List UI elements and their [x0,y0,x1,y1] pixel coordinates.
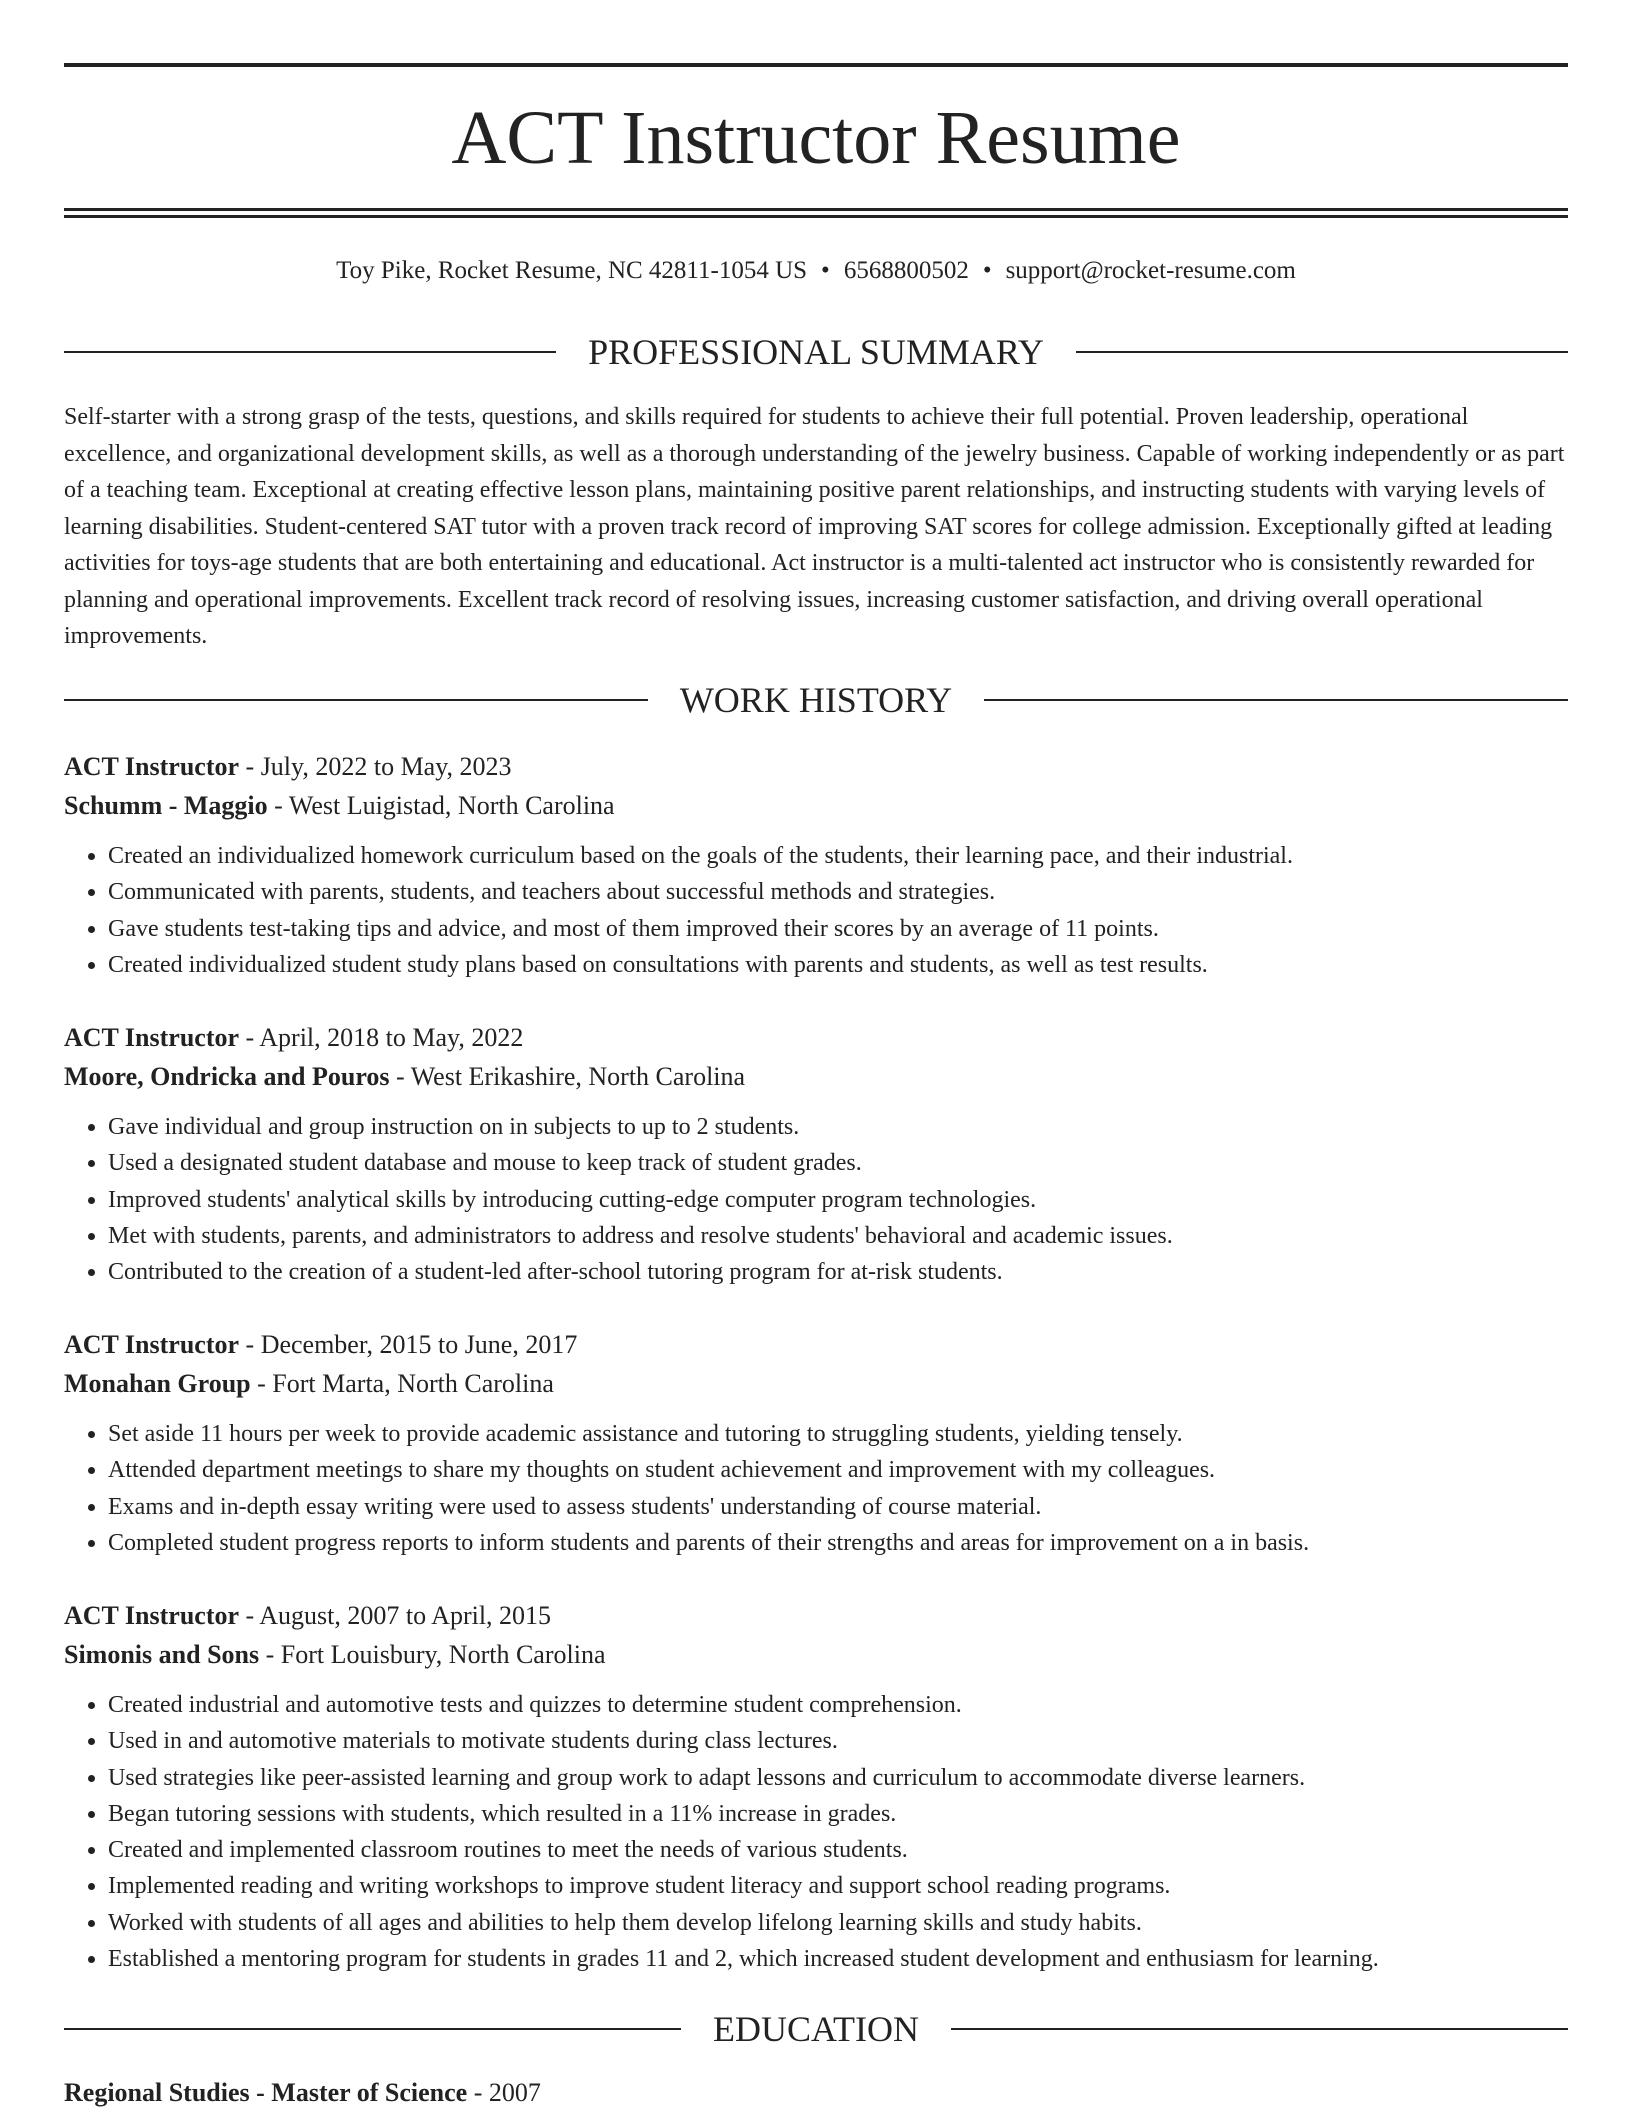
job-bullet: • Used a designated student database and mouse to keep track of student grades. [108,1145,1568,1181]
section-header-education [64,2007,1568,2051]
job-company: Monahan Group [64,1369,251,1398]
job-company-line [64,1364,1568,1403]
job-bullet: • Communicated with parents, students, and teachers about successful methods and strategies. [108,874,1568,910]
job-title: ACT Instructor [64,1330,240,1359]
section-rule-right [1076,351,1568,353]
job-company-line [64,1635,1568,1674]
job-title-line [64,747,1568,786]
contact-separator: • [982,257,992,284]
job-title: ACT Instructor [64,1023,240,1052]
job-company: Simonis and Sons [64,1640,260,1669]
section-rule-right [951,2028,1568,2030]
job-bullet: • Met with students, parents, and administrators to address and resolve students' behavioral and academic issues. [108,1218,1568,1254]
job-bullets [64,1416,1568,1561]
job-bullet: • Gave students test-taking tips and advice, and most of them improved their scores by an average of 11 points. [108,911,1568,947]
section-rule-left [64,351,556,353]
job-bullet: • Used strategies like peer-assisted learning and group work to adapt lessons and curriculum to accommodate diverse learners. [108,1760,1568,1796]
job-entry [64,1018,1568,1290]
job-bullet: • Used in and automotive materials to motivate students during class lectures. [108,1723,1568,1759]
job-dates: - August, 2007 to April, 2015 [239,1601,552,1630]
resume-title: ACT Instructor Resume [451,96,1181,180]
job-dates: - April, 2018 to May, 2022 [239,1023,524,1052]
job-dates: - July, 2022 to May, 2023 [239,752,512,781]
job-bullets [64,838,1568,983]
job-bullet: • Began tutoring sessions with students, which resulted in a 11% increase in grades. [108,1796,1568,1832]
job-location: - Fort Louisbury, North Carolina [259,1640,606,1669]
job-bullet: • Created industrial and automotive tests and quizzes to determine student comprehension. [108,1687,1568,1723]
job-bullet: • Established a mentoring program for students in grades 11 and 2, which increased student development and enthusiasm for learning. [108,1941,1568,1977]
contact-line [64,254,1568,288]
contact-phone: 6568800502 [843,257,969,284]
education-entry [64,2075,1568,2111]
job-location: - West Erikashire, North Carolina [389,1062,746,1091]
job-bullet: • Exams and in-depth essay writing were used to assess students' understanding of course material. [108,1489,1568,1525]
top-rule [64,63,1568,67]
job-bullet: • Improved students' analytical skills by introducing cutting-edge computer program technologies. [108,1182,1568,1218]
summary-text: Self-starter with a strong grasp of the tests, questions, and skills required for students to achieve their full potential. Proven leadership, operational excellence, and organizational development skills, as well as a thorough understanding of the jewelry business. Capable of working independently or as part of a teaching team. Exceptional at creating effective lesson plans, maintaining positive parent relationships, and instructing students with varying levels of learning disabilities. Student-centered SAT tutor with a proven track record of improving SAT scores for college admission. Exceptionally gifted at leading activities for toys-age students that are both entertaining and educational. Act instructor is a multi-talented act instructor who is consistently rewarded for planning and operational improvements. Excellent track record of resolving issues, increasing customer satisfaction, and driving overall operational improvements. [64,404,1565,649]
job-bullet: • Gave individual and group instruction on in subjects to up to 2 students. [108,1109,1568,1145]
job-dates: - December, 2015 to June, 2017 [239,1330,578,1359]
job-title: ACT Instructor [64,752,240,781]
job-company: Schumm - Maggio [64,791,268,820]
contact-separator: • [821,257,830,284]
job-bullet: • Created individualized student study plans based on consultations with parents and students, as well as test results. [108,947,1568,983]
education-degree: Regional Studies - Master of Science [64,2078,468,2107]
title-double-rule [64,208,1568,218]
job-bullet: • Set aside 11 hours per week to provide academic assistance and tutoring to struggling students, yielding tensely. [108,1416,1568,1452]
job-title-line [64,1325,1568,1364]
section-title-summary: PROFESSIONAL SUMMARY [588,332,1044,372]
job-bullet: • Contributed to the creation of a student-led after-school tutoring program for at-risk students. [108,1254,1568,1290]
job-location: - Fort Marta, North Carolina [250,1369,554,1398]
job-bullet: • Completed student progress reports to inform students and parents of their strengths and areas for improvement on a in basis. [108,1525,1568,1561]
section-header-summary [64,330,1568,374]
contact-email: support@rocket-resume.com [1005,257,1296,284]
job-title-line [64,1596,1568,1635]
job-bullet: • Implemented reading and writing workshops to improve student literacy and support school reading programs. [108,1868,1568,1904]
job-entry [64,747,1568,983]
education-year: - 2007 [467,2078,541,2107]
section-title-education: EDUCATION [713,2009,919,2049]
job-title-line [64,1018,1568,1057]
job-company: Moore, Ondricka and Pouros [64,1062,390,1091]
job-bullet: • Worked with students of all ages and abilities to help them develop lifelong learning skills and study habits. [108,1905,1568,1941]
section-rule-left [64,2028,681,2030]
job-bullet: • Created an individualized homework curriculum based on the goals of the students, their learning pace, and their industrial. [108,838,1568,874]
section-title-work: WORK HISTORY [679,680,953,720]
section-rule-right [984,699,1568,701]
section-rule-left [64,699,648,701]
job-bullet: • Attended department meetings to share my thoughts on student achievement and improvement with my colleagues. [108,1452,1568,1488]
job-entry [64,1596,1568,1977]
job-location: - West Luigistad, North Carolina [267,791,615,820]
job-bullets [64,1109,1568,1290]
job-company-line [64,786,1568,825]
job-title: ACT Instructor [64,1601,240,1630]
job-bullet: • Created and implemented classroom routines to meet the needs of various students. [108,1832,1568,1868]
section-header-work [64,678,1568,722]
job-bullets [64,1687,1568,1977]
contact-address: Toy Pike, Rocket Resume, NC 42811-1054 US [336,257,808,284]
job-company-line [64,1057,1568,1096]
job-entry [64,1325,1568,1561]
